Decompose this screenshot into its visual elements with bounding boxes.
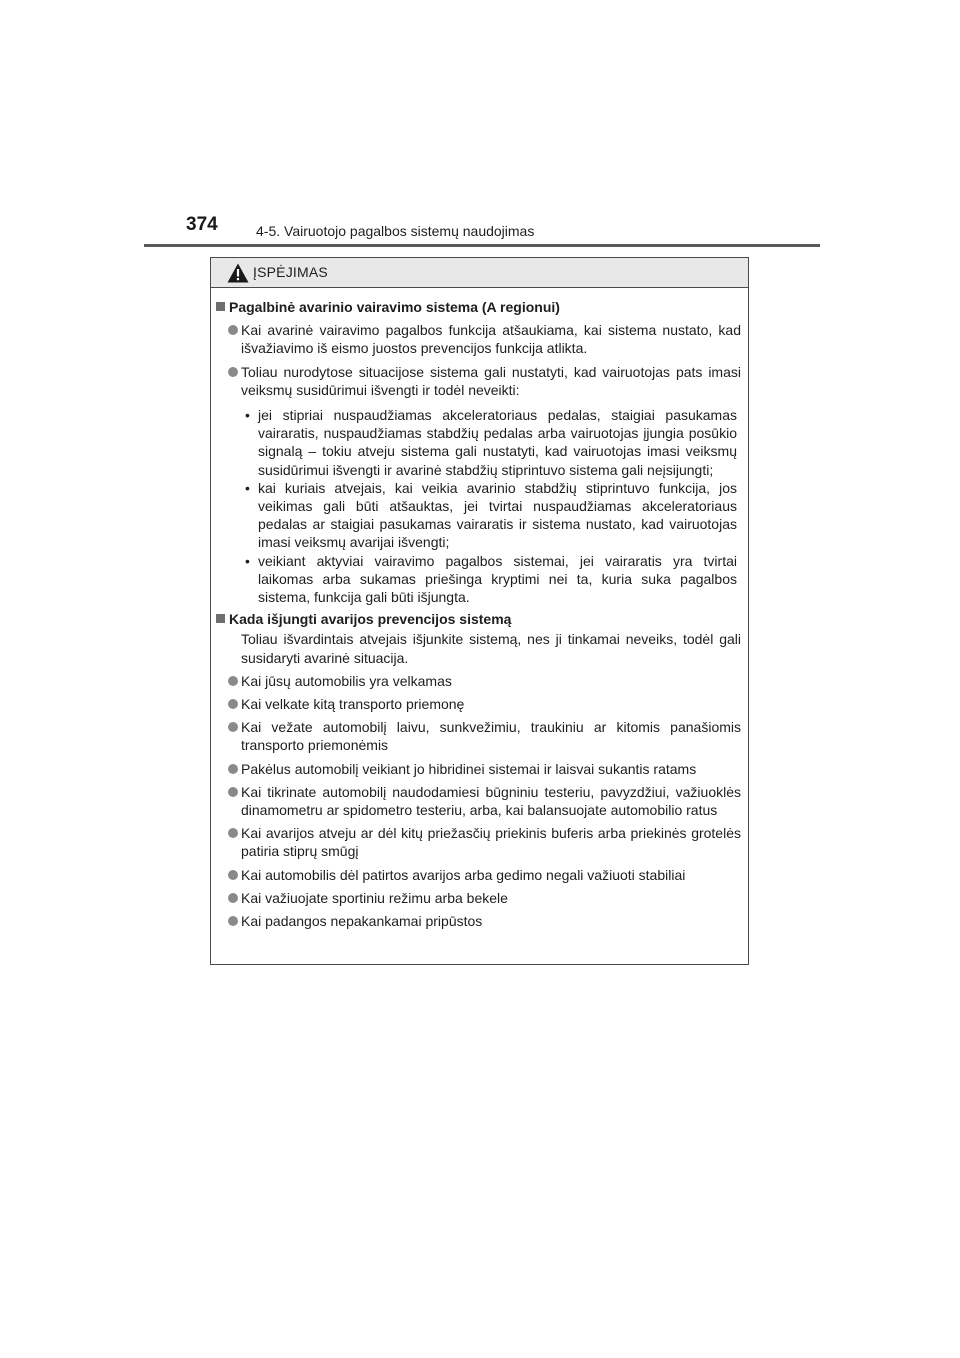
- section-intro: Toliau išvardintais atvejais išjunkite sistemą, nes ji tinkamai neveiks, todėl gali susidaryti avarinė situacija.: [241, 631, 741, 666]
- small-bullet-icon: •: [245, 407, 250, 424]
- warning-title: ĮSPĖJIMAS: [253, 264, 328, 280]
- warning-triangle-icon: [227, 263, 249, 283]
- warning-body: [211, 288, 748, 930]
- round-bullet-icon: [228, 699, 238, 709]
- list-item: [216, 866, 741, 884]
- warning-box: [210, 257, 749, 965]
- list-item-text: Kai jūsų automobilis yra velkamas: [241, 672, 452, 689]
- section-heading-text: Kada išjungti avarijos prevencijos sistemą: [229, 611, 512, 628]
- section-heading: [216, 610, 741, 628]
- warning-header: [211, 258, 748, 288]
- sub-list-item: [216, 552, 741, 607]
- list-item: [216, 783, 741, 819]
- section-title: 4-5. Vairuotojo pagalbos sistemų naudojimas: [256, 223, 535, 239]
- round-bullet-icon: [228, 916, 238, 926]
- list-item: [216, 824, 741, 860]
- section-heading-text: Pagalbinė avarinio vairavimo sistema (A regionui): [229, 299, 560, 315]
- sub-list-item-text: jei stipriai nuspaudžiamas akceleratoriaus pedalas, staigiai pasukamas vairaratis, nuspaudžiamas stabdžių pedalas arba vairuotojas įjungia posūkio signalą – tokiu atveju sistema gali nustatyti, kad vairuotojas imasi veiksmų susidūrimui išvengti ir avarinė stabdžių stiprintuvo sistema gali neįsijungti;: [258, 407, 737, 478]
- list-item: [216, 760, 741, 778]
- sub-list: [216, 406, 741, 606]
- round-bullet-icon: [228, 764, 238, 774]
- sub-list-item: [216, 406, 741, 479]
- round-bullet-icon: [228, 828, 238, 838]
- page-number: 374: [186, 214, 218, 235]
- list-item: [216, 363, 741, 399]
- round-bullet-icon: [228, 893, 238, 903]
- round-bullet-icon: [228, 787, 238, 797]
- list-item-text: Pakėlus automobilį veikiant jo hibridinei sistemai ir laisvai sukantis ratams: [241, 760, 697, 777]
- sub-list-item: [216, 479, 741, 552]
- list-item-text: Kai velkate kitą transporto priemonę: [241, 696, 465, 713]
- list-item: [216, 321, 741, 357]
- square-bullet-icon: [216, 302, 225, 311]
- list-item-text: Kai avarijos atveju ar dėl kitų priežasčių priekinis buferis arba priekinės grotelės patiria stiprų smūgį: [241, 825, 741, 860]
- round-bullet-icon: [228, 367, 238, 377]
- list-item-text: Kai vežate automobilį laivu, sunkvežimiu, traukiniu ar kitomis panašiomis transporto priemonėmis: [241, 719, 741, 754]
- list-item-text: Kai automobilis dėl patirtos avarijos arba gedimo negali važiuoti stabiliai: [241, 866, 686, 883]
- small-bullet-icon: •: [245, 552, 250, 569]
- sub-list-item-text: kai kuriais atvejais, kai veikia avarinio stabdžių stiprintuvo funkcija, jos veikimas gali būti atšauktas, jei tvirtai nuspaudžiamas akceleratoriaus pedalas ar staigiai pasukamas vairaratis ir sistema nustato, kad vairuotojas imasi veiksmų avarijai išvengti;: [258, 479, 737, 551]
- list-item: [216, 672, 741, 690]
- square-bullet-icon: [216, 614, 225, 623]
- list-item-text: Toliau nurodytose situacijose sistema gali nustatyti, kad vairuotojas pats imasi veiksmų susidūrimui išvengti ir todėl neveikti:: [241, 363, 741, 398]
- sub-list-item-text: veikiant aktyviai vairavimo pagalbos sistemai, jei vairaratis yra tvirtai laikomas arba sukamas priešinga kryptimi nei ta, kuria suka pagalbos sistema, funkcija gali būti išjungta.: [258, 552, 737, 606]
- list-item-text: Kai važiuojate sportiniu režimu arba bekele: [241, 889, 508, 906]
- list-item-text: Kai tikrinate automobilį naudodamiesi būgniniu testeriu, pavyzdžiui, važiuoklės dinamometru ar spidometro testeriu, arba, kai balansuojate automobilio ratus: [241, 783, 741, 819]
- page-header: [186, 214, 820, 248]
- header-rule: [144, 244, 820, 247]
- list-item: [216, 912, 741, 930]
- round-bullet-icon: [228, 325, 238, 335]
- list-item-text: Kai padangos nepakankamai pripūstos: [241, 913, 483, 930]
- round-bullet-icon: [228, 870, 238, 880]
- list-item: [216, 718, 741, 754]
- list-item: [216, 695, 741, 713]
- list-item: [216, 889, 741, 907]
- round-bullet-icon: [228, 722, 238, 732]
- round-bullet-icon: [228, 676, 238, 686]
- list-item-text: Kai avarinė vairavimo pagalbos funkcija atšaukiama, kai sistema nustato, kad išvažiavimo iš eismo juostos prevencijos funkcija atlikta.: [241, 322, 741, 357]
- small-bullet-icon: •: [245, 479, 250, 496]
- section-heading: [216, 298, 741, 316]
